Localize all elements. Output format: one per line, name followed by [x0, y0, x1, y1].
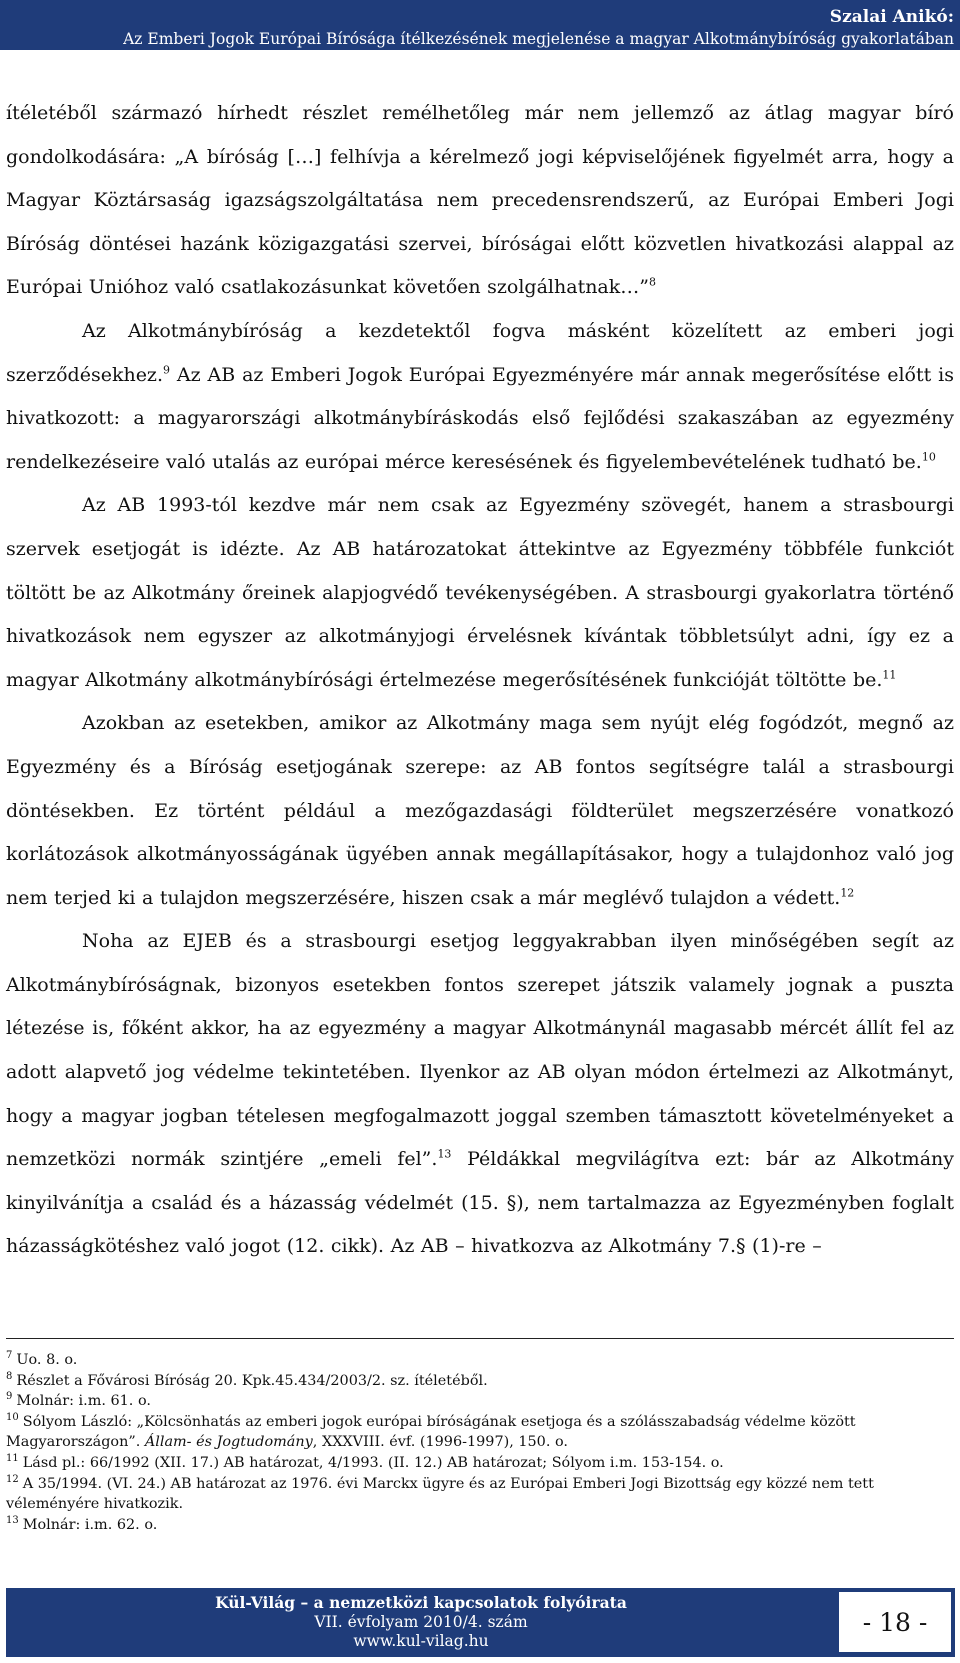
footnote-separator	[6, 1338, 954, 1339]
footnote-number: 12	[6, 1473, 19, 1485]
footnote	[6, 1371, 954, 1392]
footnote-text: Uo. 8. o.	[16, 1352, 78, 1368]
footnote-text: Molnár: i.m. 61. o.	[16, 1393, 151, 1410]
footnote-number: 8	[6, 1370, 13, 1382]
footnote-number: 10	[6, 1411, 19, 1423]
footnote-number: 11	[6, 1453, 19, 1465]
running-header	[0, 0, 960, 50]
footnote-text: Lásd pl.: 66/1992 (XII. 17.) AB határozat, 4/1993. (II. 12.) AB határozat; Sólyom i.m. 153-154. o.	[22, 1454, 724, 1471]
footnote-ref[interactable]: 12	[840, 886, 855, 900]
footnote-ref[interactable]: 10	[921, 450, 936, 464]
page-number: - 18 -	[838, 1591, 952, 1653]
footnote-number: 13	[6, 1514, 19, 1526]
footnote	[6, 1412, 954, 1453]
footnote-text: Sólyom László: „Kölcsönhatás az emberi jogok európai bíróságának esetjoga és a szólásszabadság védelme között Magyarországon”.	[6, 1413, 856, 1451]
footnote	[6, 1453, 954, 1474]
paragraph-text: ítéletéből származó hírhedt részlet remélhetőleg már nem jellemző az átlag magyar bíró gondolkodására: „A bíróság […] felhívja a kérelmező jogi képviselőjének figyelmét arra, hogy a Magyar Köztársaság igazságszolgáltatása nem precedensrendszerű, az Európai Emberi Jogi Bíróság döntései hazánk közigazgatási szervei, bíróságai előtt közvetlen hivatkozási alappal az Európai Unióhoz való csatlakozásunkat követően szolgálhatnak…”	[6, 102, 954, 299]
footnote-ref[interactable]: 9	[162, 363, 170, 377]
footer-website[interactable]: www.kul-vilag.hu	[353, 1632, 489, 1650]
paragraph-text: Noha az EJEB és a strasbourgi esetjog leggyakrabban ilyen minőségében segít az Alkotmánybíróságnak, bizonyos esetekben fontos szerepet játszik valamely jognak a puszta létezése is, főként akkor, ha az egyezmény a magyar Alkotmánynál magasabb mércét állít fel az adott alapvető jog védelme tekintetében. Ilyenkor az AB olyan módon értelmezi az Alkotmányt, hogy a magyar jogban tételesen megfogalmazott joggal szemben támasztott követelményeket a nemzetközi normák szintjére „emeli fel”.	[6, 930, 954, 1171]
footnote-journal-title: Állam- és Jogtudomány	[144, 1434, 313, 1451]
footer-journal-info	[6, 1593, 836, 1652]
footer-issue: VII. évfolyam 2010/4. szám	[314, 1612, 528, 1631]
paragraph-text: Azokban az esetekben, amikor az Alkotmány maga sem nyújt elég fogódzót, megnő az Egyezmény és a Bíróság esetjogának szerepe: az AB fontos segítségre talál a strasbourgi döntésekben. Ez történt például a mezőgazdasági földterület megszerzésére vonatkozó korlátozások alkotmányosságának ügyében annak megállapításakor, hogy a tulajdonhoz való jog nem terjed ki a tulajdon megszerzésére, hiszen csak a már meglévő tulajdon a védett.	[6, 712, 954, 909]
header-article-title: Az Emberi Jogok Európai Bírósága ítélkezésének megjelenése a magyar Alkotmánybíróság gyakorlatában	[123, 30, 954, 48]
footnotes	[6, 1350, 954, 1535]
footnote	[6, 1350, 954, 1371]
paragraph-text: Példákkal megvilágítva ezt: bár az Alkotmány kinyilvánítja a család és a házasság védelmét (15. §), nem tartalmazza az Egyezményben foglalt házasságkötéshez való jogot (12. cikk). Az AB – hivatkozva az Alkotmány 7.§ (1)-re –	[6, 1148, 954, 1258]
paragraph	[6, 920, 954, 1269]
footnote-text: , XXXVIII. évf. (1996-1997), 150. o.	[312, 1434, 568, 1451]
paragraph	[6, 310, 954, 484]
footnote-ref[interactable]: 11	[882, 668, 897, 682]
paragraph	[6, 484, 954, 702]
footnote-text: Molnár: i.m. 62. o.	[22, 1516, 158, 1533]
article-body	[6, 92, 954, 1269]
paragraph-text: Az AB az Emberi Jogok Európai Egyezményére már annak megerősítése előtt is hivatkozott: a magyarországi alkotmánybíráskodás első fejlődési szakaszában az egyezmény rendelkezéseire való utalás az európai mérce keresésének és figyelembevételének tudható be.	[6, 363, 954, 473]
paragraph-text: Az AB 1993-tól kezdve már nem csak az Egyezmény szövegét, hanem a strasbourgi szervek esetjogát is idézte. Az AB határozatokat áttekintve az Egyezmény többféle funkciót töltött be az Alkotmány őreinek alapjogvédő tevékenységében. A strasbourgi gyakorlatra történő hivatkozások nem egyszer az alkotmányjogi érvelésnek kívántak többletsúlyt adni, így ez a magyar Alkotmány alkotmánybírósági értelmezése megerősítésének funkcióját töltötte be.	[6, 494, 954, 691]
footnote-number: 7	[6, 1350, 13, 1362]
header-author: Szalai Anikó:	[829, 7, 954, 27]
footnote-ref[interactable]: 8	[649, 276, 656, 290]
footnote-ref[interactable]: 13	[437, 1147, 452, 1161]
footer-journal-name: Kül-Világ – a nemzetközi kapcsolatok folyóirata	[215, 1593, 627, 1612]
footnote-text: Részlet a Fővárosi Bíróság 20. Kpk.45.434/2003/2. sz. ítéletéből.	[16, 1372, 488, 1389]
paragraph-text: Az Alkotmánybíróság a kezdetektől fogva másként közelített az emberi jogi szerződésekhez.	[6, 319, 954, 386]
footnote	[6, 1515, 954, 1536]
paragraph	[6, 92, 954, 310]
running-footer	[6, 1588, 955, 1657]
footnote	[6, 1391, 954, 1412]
footnote	[6, 1474, 954, 1515]
footnote-number: 9	[6, 1391, 13, 1403]
footnote-text: A 35/1994. (VI. 24.) AB határozat az 1976. évi Marckx ügyre és az Európai Emberi Jogi Bizottság egy közzé nem tett véleményére hivatkozik.	[6, 1475, 874, 1513]
paragraph	[6, 702, 954, 920]
